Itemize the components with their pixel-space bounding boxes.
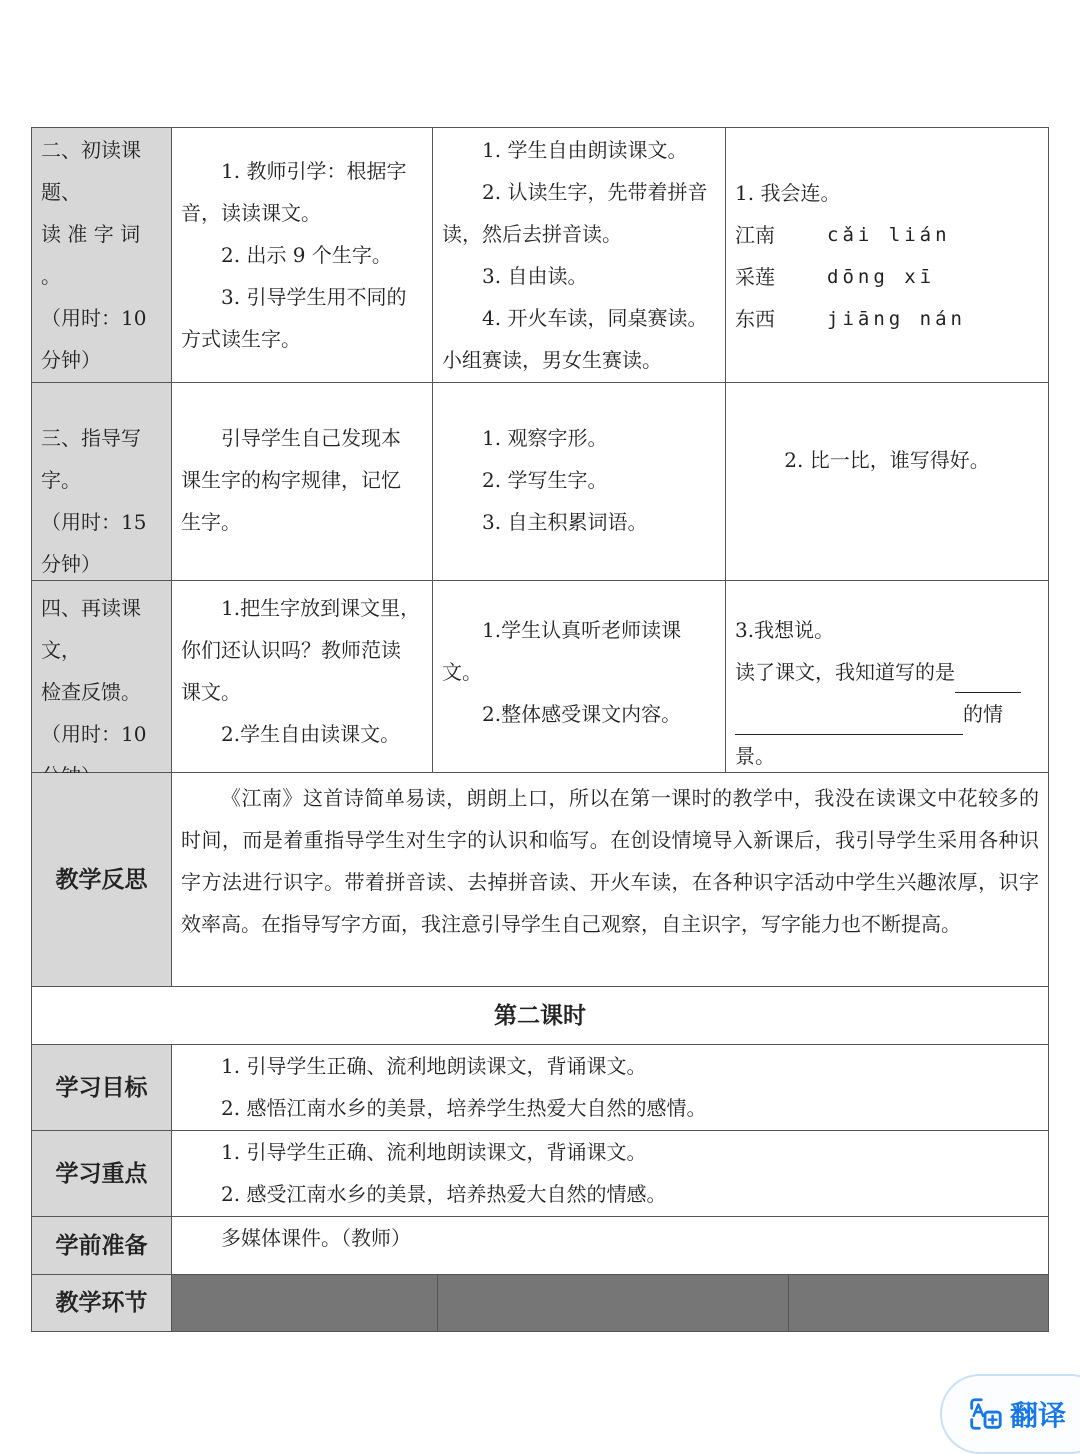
goals-cell (172, 1045, 1048, 1130)
practice-cell (726, 581, 1048, 772)
practice-prompt: 读了课文，我知道写的是 (735, 660, 955, 684)
translate-icon (966, 1395, 1004, 1433)
teacher-line: 音，读读课文。 (181, 201, 321, 225)
teacher-line: 1. 教师引学：根据字 (221, 159, 407, 183)
steps-header-cell (789, 1275, 1048, 1331)
practice-line (735, 693, 1039, 777)
translate-label: 翻译 (1010, 1399, 1067, 1432)
match-word: 采莲 (735, 265, 775, 289)
prep-row (31, 1217, 1049, 1275)
fill-blank[interactable] (955, 666, 1021, 693)
reflection-row (31, 773, 1049, 987)
practice-title: 2. 比一比，谁写得好。 (784, 448, 990, 472)
student-activity-cell (433, 128, 726, 382)
teacher-line: 2. 出示 9 个生字。 (221, 243, 392, 267)
practice-line (735, 651, 1039, 693)
teacher-line: 你们还认识吗？教师范读 (181, 638, 401, 662)
student-line: 文。 (442, 660, 482, 684)
fill-blank[interactable] (735, 708, 963, 735)
student-line: 1.学生认真听老师读课 (482, 618, 682, 642)
translate-button[interactable] (940, 1374, 1080, 1454)
steps-header-cell (172, 1275, 438, 1331)
table-row (31, 581, 1049, 773)
step-label-line: 分钟） (41, 348, 101, 372)
teacher-line: 3. 引导学生用不同的 (221, 285, 407, 309)
match-pair (735, 214, 1039, 256)
student-activity-cell (433, 383, 726, 580)
table-row (31, 127, 1049, 383)
match-word: 东西 (735, 307, 775, 331)
student-line: 读，然后去拼音读。 (442, 222, 622, 246)
match-pair (735, 256, 1039, 298)
student-line: 1. 学生自由朗读课文。 (482, 138, 688, 162)
prep-label: 学前准备 (32, 1217, 172, 1274)
step-label-cell (32, 383, 172, 580)
reflection-label: 教学反思 (32, 773, 172, 986)
teacher-activity-cell (172, 128, 433, 382)
practice-title: 1. 我会连。 (735, 181, 841, 205)
step-label-cell (32, 128, 172, 382)
steps-row (31, 1275, 1049, 1332)
step-label-line: （用时：10 (41, 306, 147, 330)
step-label-line: 二、初读课题、 (41, 138, 141, 204)
student-line: 2. 认读生字，先带着拼音 (482, 180, 708, 204)
student-line: 2. 学写生字。 (482, 468, 608, 492)
section-title-row (31, 987, 1049, 1045)
prep-text: 多媒体课件。（教师） (221, 1226, 411, 1250)
student-line: 3. 自主积累词语。 (482, 510, 648, 534)
focus-cell (172, 1131, 1048, 1216)
practice-title: 3.我想说。 (735, 618, 835, 642)
step-label-line: 分钟） (41, 552, 101, 576)
match-pinyin: dōng xī (827, 266, 936, 288)
teacher-line: 生字。 (181, 510, 241, 534)
step-label-line: 四、再读课文， (41, 596, 141, 662)
step-label-line: 检查反馈。 (41, 680, 141, 704)
match-word: 江南 (735, 223, 775, 247)
step-label-line: 三、指导写字。 (41, 426, 141, 492)
steps-header-cell (438, 1275, 789, 1331)
prep-cell (172, 1217, 1048, 1274)
goal-item: 2. 感悟江南水乡的美景，培养学生热爱大自然的感情。 (221, 1096, 707, 1120)
teacher-line: 课文。 (181, 680, 241, 704)
practice-cell (726, 128, 1048, 382)
step-label-line: （用时：15 (41, 510, 147, 534)
lesson-table (31, 127, 1049, 1332)
focus-row (31, 1131, 1049, 1217)
focus-item: 2. 感受江南水乡的美景，培养热爱大自然的情感。 (221, 1182, 667, 1206)
student-activity-cell (433, 581, 726, 772)
practice-cell (726, 383, 1048, 580)
teacher-line: 1.把生字放到课文里， (221, 596, 421, 620)
reflection-text-cell (172, 773, 1048, 986)
teacher-line: 2.学生自由读课文。 (221, 722, 401, 746)
goals-label: 学习目标 (32, 1045, 172, 1130)
steps-label: 教学环节 (32, 1275, 172, 1331)
goal-item: 1. 引导学生正确、流利地朗读课文，背诵课文。 (221, 1054, 647, 1078)
student-line: 2.整体感受课文内容。 (482, 702, 682, 726)
teacher-activity-cell (172, 383, 433, 580)
step-label-line: （用时：10 (41, 722, 147, 746)
step-label-line: 读 准 字 词 。 (41, 222, 141, 288)
teacher-line: 方式读生字。 (181, 327, 301, 351)
reflection-text: 《江南》这首诗简单易读，朗朗上口，所以在第一课时的教学中，我没在读课文中花较多的时间，而是着重指导学生对生字的认识和临写。在创设情境导入新课后，我引导学生采用各种识字方法进行识字。带着拼音读、去掉拼音读、开火车读，在各种识字活动中学生兴趣浓厚，识字效率高。在指导写字方面，我注意引导学生自己观察，自主识字，写字能力也不断提高。 (181, 786, 1039, 936)
teacher-activity-cell (172, 581, 433, 772)
goals-row (31, 1045, 1049, 1131)
match-pinyin: cǎi lián (827, 224, 951, 246)
focus-label: 学习重点 (32, 1131, 172, 1216)
student-line: 3. 自由读。 (482, 264, 588, 288)
step-label-cell (32, 581, 172, 772)
section-title: 第二课时 (494, 1002, 586, 1029)
student-line: 4. 开火车读，同桌赛读。 (482, 306, 708, 330)
match-pair (735, 298, 1039, 340)
table-row (31, 383, 1049, 581)
match-pinyin: jiāng nán (827, 308, 966, 330)
focus-item: 1. 引导学生正确、流利地朗读课文，背诵课文。 (221, 1140, 647, 1164)
teacher-line: 引导学生自己发现本 (221, 426, 401, 450)
teacher-line: 课生字的构字规律，记忆 (181, 468, 401, 492)
student-line: 1. 观察字形。 (482, 426, 608, 450)
practice-suffix: 的情景。 (735, 702, 1003, 768)
student-line: 小组赛读，男女生赛读。 (442, 348, 662, 372)
